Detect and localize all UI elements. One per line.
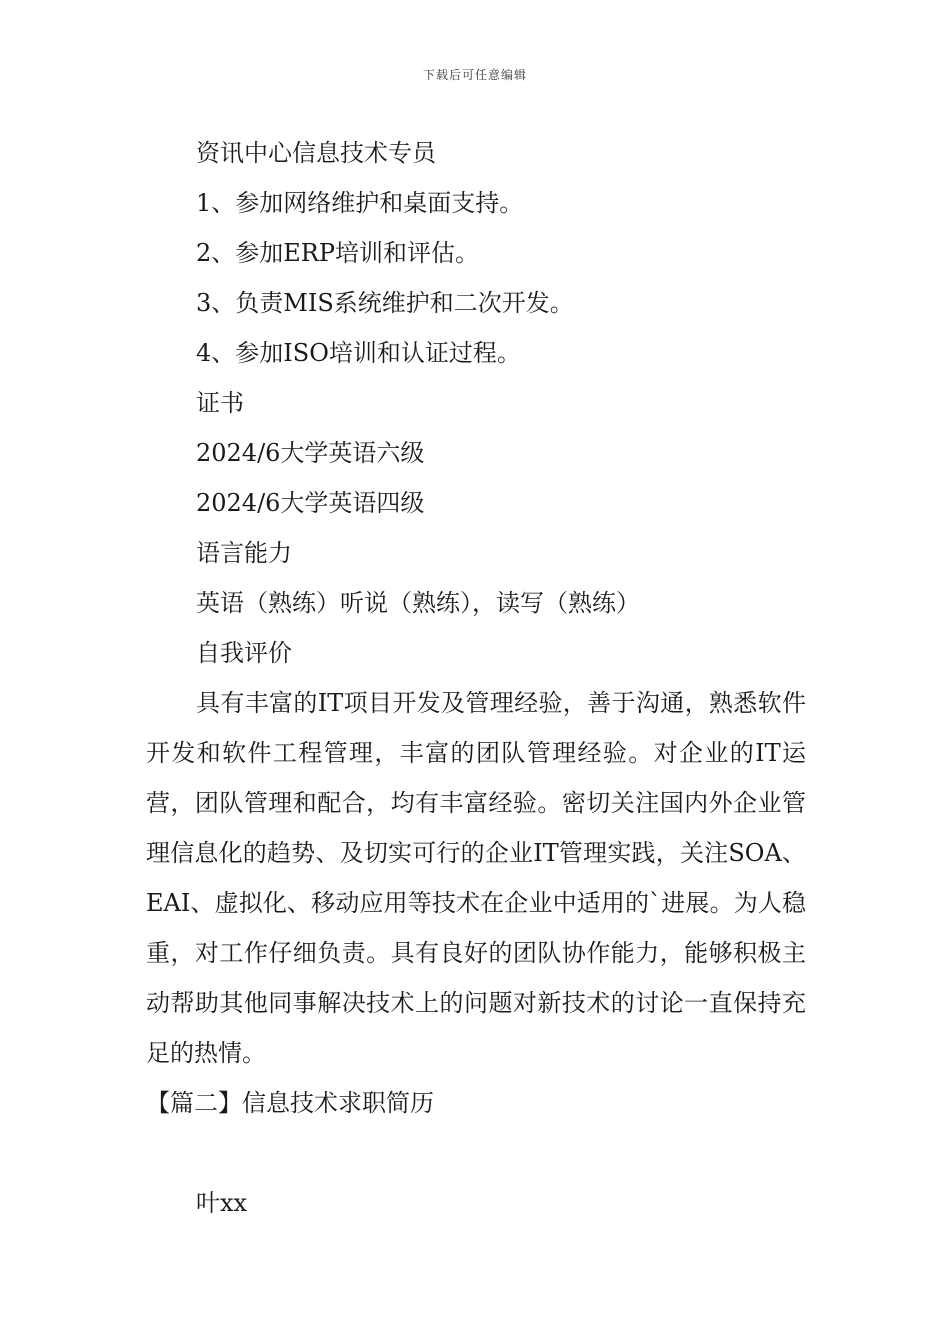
certificate-item-2: 2024/6大学英语四级 (196, 489, 425, 517)
job-role-line: 资讯中心信息技术专员 (196, 139, 436, 167)
duty-item-1: 1、参加网络维护和桌面支持。 (196, 189, 524, 217)
certificates-heading: 证书 (196, 389, 244, 417)
duty-item-3: 3、负责MIS系统维护和二次开发。 (196, 289, 574, 317)
language-detail: 英语（熟练）听说（熟练），读写（熟练） (196, 589, 640, 617)
self-evaluation-heading: 自我评价 (196, 639, 292, 667)
document-body (146, 128, 806, 1228)
self-evaluation-paragraph: 具有丰富的IT项目开发及管理经验，善于沟通，熟悉软件开发和软件工程管理，丰富的团队管理经验。对企业的IT运营，团队管理和配合，均有丰富经验。密切关注国内外企业管理信息化的趋势、及切实可行的企业IT管理实践，关注SOA、EAI、虚拟化、移动应用等技术在企业中适用的`进展。为人稳重，对工作仔细负责。具有良好的团队协作能力，能够积极主动帮助其他同事解决技术上的问题对新技术的讨论一直保持充足的热情。 (146, 689, 806, 1067)
applicant-name: 叶xx (196, 1189, 248, 1217)
language-heading: 语言能力 (196, 539, 292, 567)
page-header-note: 下载后可任意编辑 (422, 68, 527, 82)
blank-spacer (146, 1128, 806, 1178)
certificate-item-1: 2024/6大学英语六级 (196, 439, 425, 467)
duty-item-4: 4、参加ISO培训和认证过程。 (196, 339, 521, 367)
duty-item-2: 2、参加ERP培训和评估。 (196, 239, 480, 267)
section-two-title: 【篇二】信息技术求职简历 (146, 1089, 434, 1117)
